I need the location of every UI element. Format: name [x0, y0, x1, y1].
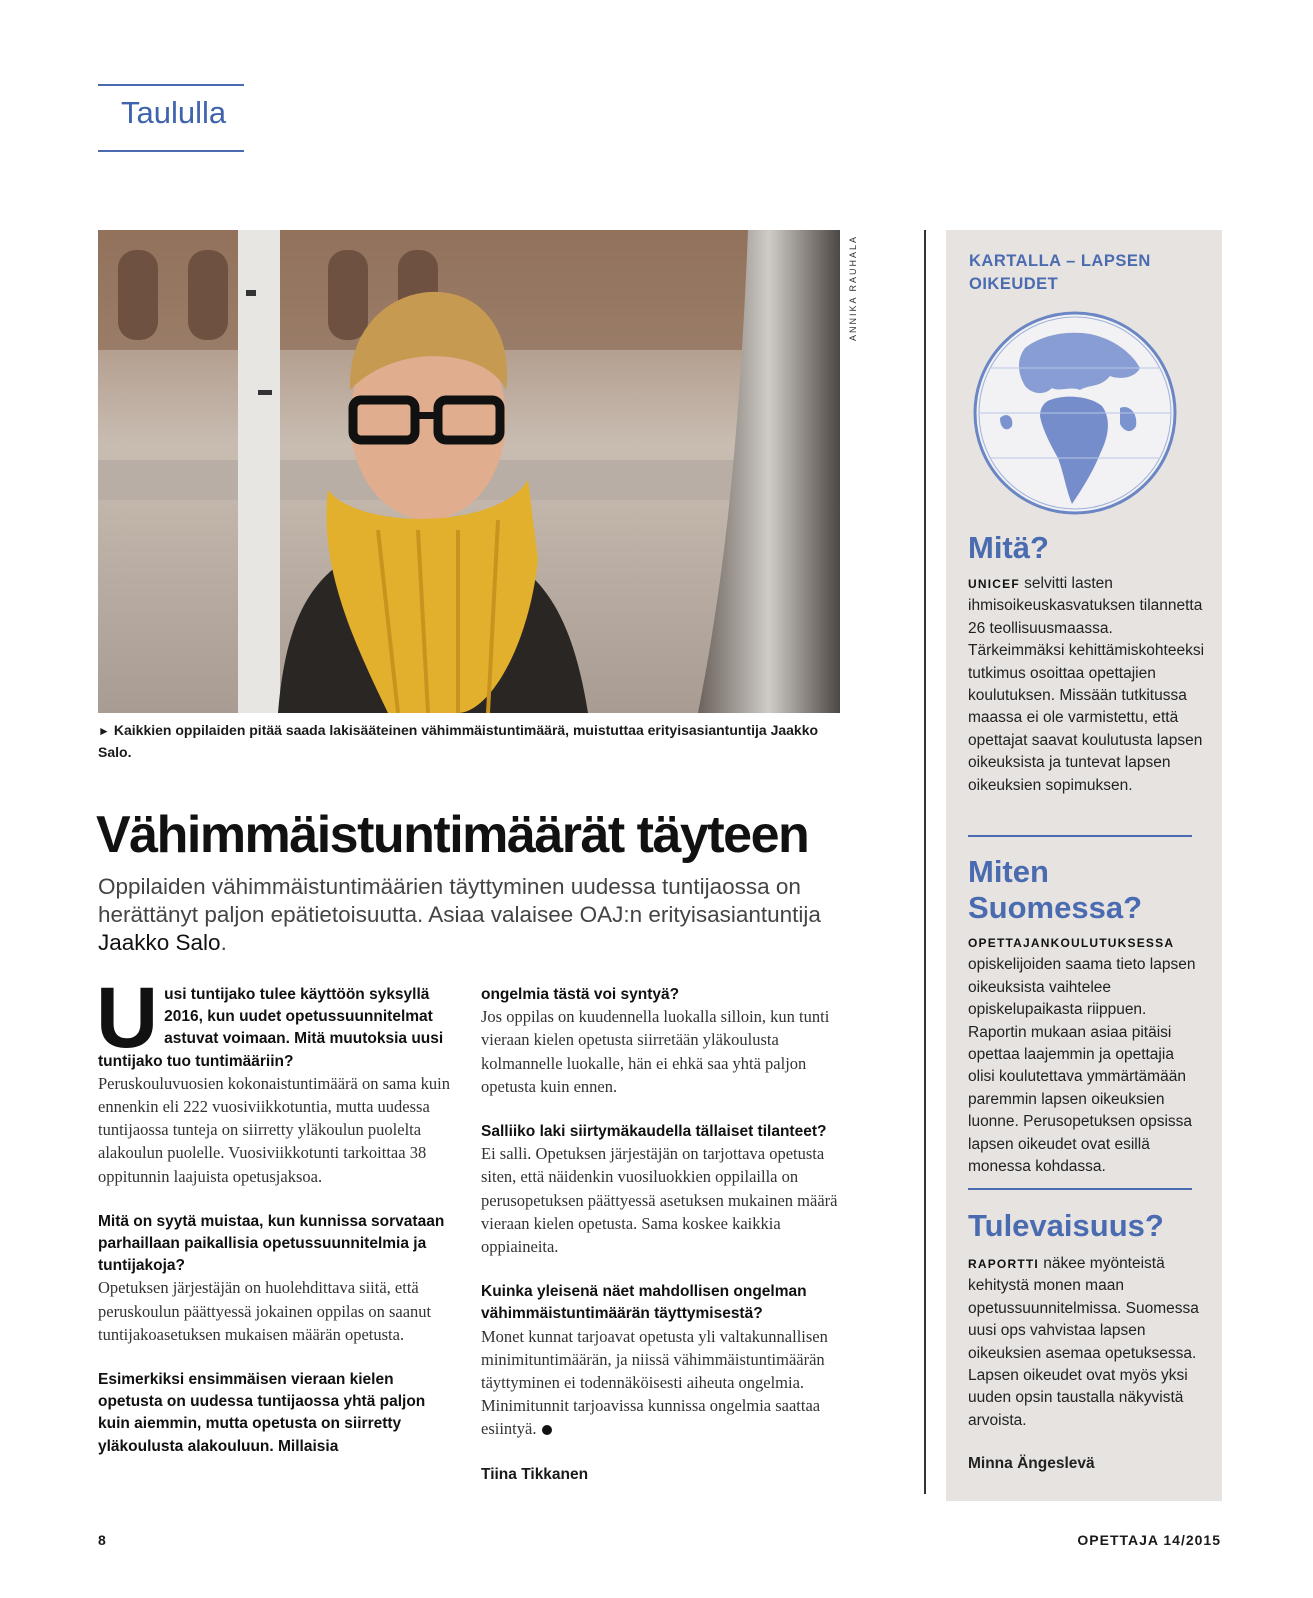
- photo-credit: ANNIKA RAUHALA: [848, 234, 858, 341]
- answer-4: Ei salli. Opetuksen järjestäjän on tarjottava opetusta siten, että näidenkin vuosiluokkien oppilailla on perusopetuksen päättyessä asetuksen mukainen määrä vieraan kielen opetusta. Sama koskee kaikkia oppiaineita.: [481, 1144, 838, 1257]
- sidebar-text-3-body: näkee myönteistä kehitystä monen maan opetussuunnitelmissa. Suomessa uusi ops vahvistaa lapsen oikeuksien asemaa opetuksessa. Lapsen oikeudet ovat myös yksi uuden opsin taustalla näkyvistä arvoista.: [968, 1255, 1199, 1429]
- photo-caption: [98, 720, 840, 763]
- page-number: 8: [98, 1532, 106, 1548]
- answer-1: Peruskouluvuosien kokonaistuntimäärä on sama kuin ennenkin eli 222 vuosiviikkotuntia, mutta uudessa tuntijaossa tunteja on siirretty yläkoulun puolelta alakoulun puolelle. Vuosiviikkotunti tarkoittaa 38 oppitunnin laajuista opetusjaksoa.: [98, 1073, 450, 1186]
- sidebar-kicker: KARTALLA – LAPSEN OIKEUDET: [969, 252, 1151, 293]
- lead-text: Oppilaiden vähimmäistuntimäärien täyttyminen uudessa tuntijaossa on herättänyt paljon epätietoisuutta. Asiaa valaisee OAJ:n erityisasiantuntija: [98, 874, 821, 927]
- question-3-end: ongelmia tästä voi syntyä?: [481, 986, 680, 1003]
- article-column-1: [96, 970, 458, 1480]
- sidebar-heading-2: Miten Suomessa?: [968, 854, 1143, 925]
- article-lead: [98, 873, 858, 957]
- question-1: usi tuntijako tulee käyttöön syksyllä 2016, kun uudet opetussuunnitelmat astuvat voimaan. Mitä muutoksia uusi tuntijako tuo tuntimääriin?: [98, 986, 444, 1070]
- sidebar-heading-1: Mitä?: [968, 530, 1049, 565]
- sidebar-text-3-lead: RAPORTTI: [968, 1257, 1039, 1271]
- sidebar-text-3: [968, 1253, 1204, 1432]
- answer-2: Opetuksen järjestäjän on huolehdittava siitä, että peruskoulun päättyessä jokainen oppilas on saanut tuntijakoasetuksen mukaisen määrän opetusta.: [98, 1278, 432, 1344]
- section-label: Taululla: [121, 95, 227, 130]
- caption-text: Kaikkien oppilaiden pitää saada lakisääteinen vähimmäistuntimäärä, muistuttaa erityisasiantuntija Jaakko Salo.: [98, 722, 819, 760]
- article-column-2: [481, 984, 841, 1486]
- answer-5: Monet kunnat tarjoavat opetusta yli valtakunnallisen minimituntimäärän, ja niissä vähimmäistuntimäärän täyttyminen ei todennäköisesti aiheuta ongelmia. Minimitunnit tarjoavissa kunnissa ongelmia saattaa esiintyä.: [481, 1326, 828, 1439]
- column-divider: [924, 230, 926, 1494]
- sidebar-text-2-lead: OPETTAJANKOULUTUKSESSA: [968, 936, 1175, 950]
- question-3-start: Esimerkiksi ensimmäisen vieraan kielen opetusta on uudessa tuntijaossa yhtä paljon kuin aiemmin, mutta opetusta on siirretty yläkoulusta alakouluun. Millaisia: [98, 1371, 426, 1455]
- section-rule-top: [98, 84, 244, 86]
- question-5: Kuinka yleisenä näet mahdollisen ongelman vähimmäistuntimäärän täyttymisestä?: [481, 1283, 807, 1323]
- sidebar-text-2-body: opiskelijoiden saama tieto lapsen oikeuksista vaihtelee opiskelupaikasta riippuen. Raportin mukaan asiaa pitäisi opettaa laajemmin ja opettajia olisi koulutettava ymmärtämään paremmin lapsen oikeuksien luonne. Perusopetuksen opsissa lapsen oikeudet ovat esillä monessa kohdassa.: [968, 956, 1196, 1176]
- sidebar-text-2: [968, 932, 1204, 1178]
- article-headline: Vähimmäistuntimäärät täyteen: [96, 806, 809, 864]
- sidebar-text-1-lead: UNICEF: [968, 577, 1020, 591]
- sidebar-author: Minna Ängeslevä: [968, 1455, 1095, 1472]
- magazine-issue: OPETTAJA 14/2015: [1077, 1532, 1221, 1548]
- globe-icon: [970, 308, 1180, 518]
- lead-end: .: [220, 930, 227, 955]
- section-rule-bottom: [98, 150, 244, 152]
- sidebar-heading-3: Tulevaisuus?: [968, 1208, 1164, 1243]
- sidebar-text-1-body: selvitti lasten ihmisoikeuskasvatuksen tilannetta 26 teollisuusmaassa. Tärkeimmäksi kehittämiskohteeksi tutkimus osoittaa opettajien koulutuksen. Missään tutkitussa maassa ei ole varmistettu, että opettajat saavat koulutusta lapsen oikeuksista ja tuntevat lapsen oikeuksien sopimuksen.: [968, 575, 1205, 794]
- lead-name: Jaakko Salo: [98, 930, 221, 955]
- portrait-photo: [98, 230, 840, 713]
- sidebar-rule-1: [968, 835, 1192, 837]
- dropcap: U: [96, 970, 159, 1066]
- sidebar-text-1: [968, 573, 1204, 797]
- caption-arrow-icon: ►: [98, 724, 110, 738]
- question-2: Mitä on syytä muistaa, kun kunnissa sorvataan parhaillaan paikallisia opetussuunnitelmia ja tuntijakoja?: [98, 1212, 445, 1275]
- sidebar-rule-2: [968, 1188, 1192, 1190]
- question-4: Salliiko laki siirtymäkaudella tällaiset tilanteet?: [481, 1123, 827, 1141]
- end-mark-icon: [542, 1425, 552, 1435]
- answer-3: Jos oppilas on kuudennella luokalla silloin, kun tunti vieraan kielen opetusta siirretään yläkoulusta kolmannelle luokalle, hän ei ehkä saa yhtä paljon opetusta kuin ennen.: [481, 1007, 830, 1096]
- article-author: Tiina Tikkanen: [481, 1465, 589, 1483]
